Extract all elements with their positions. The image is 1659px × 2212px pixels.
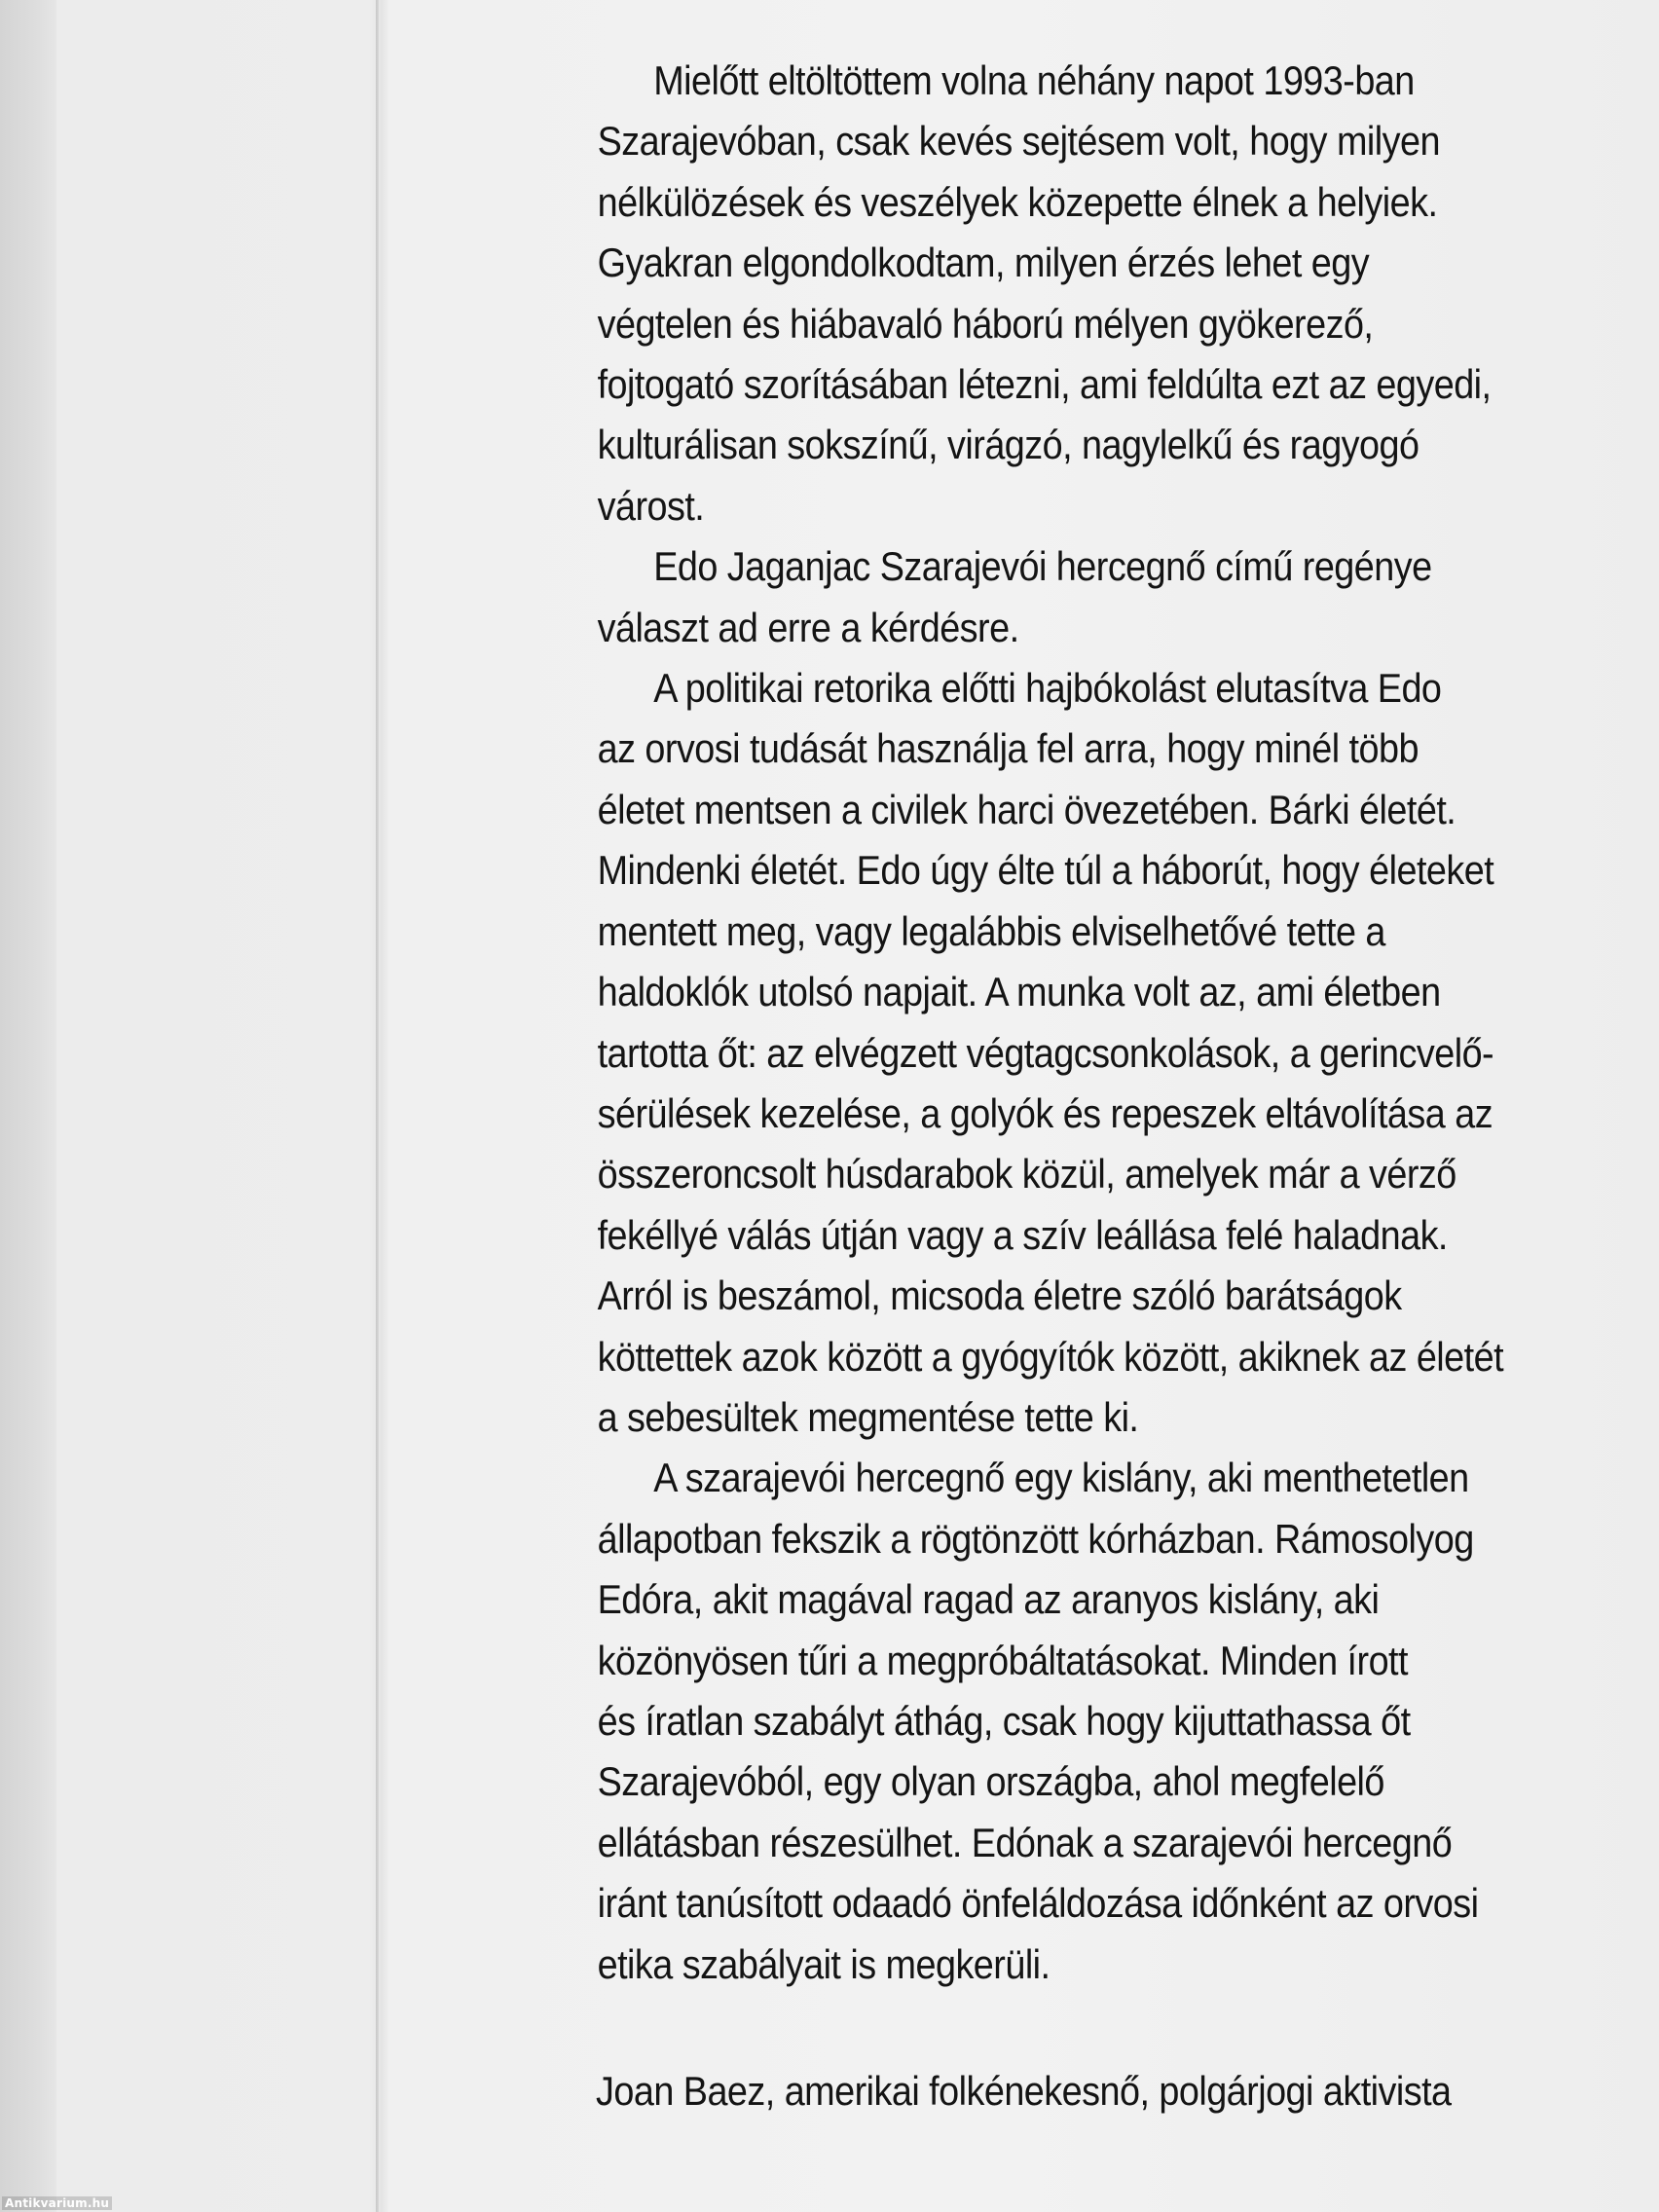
text-line: a sebesültek megmentése tette ki. [597, 1393, 1139, 1440]
text-line: ellátásban részesülhet. Edónak a szarajevói hercegnő [597, 1819, 1453, 1865]
text-line: az orvosi tudását használja fel arra, hogy minél több [597, 725, 1419, 772]
text-line: iránt tanúsított odaadó önfeláldozása időnként az orvosi [597, 1880, 1479, 1927]
text-line: haldoklók utolsó napjait. A munka volt az, ami életben [597, 969, 1441, 1015]
text-line: Gyakran elgondolkodtam, milyen érzés lehet egy [597, 240, 1370, 286]
text-line: mentett meg, vagy legalábbis elviselhetővé tette a [597, 907, 1385, 954]
text-line: Edóra, akit magával ragad az aranyos kislány, aki [597, 1576, 1380, 1623]
text-line: Mindenki életét. Edo úgy élte túl a háborút, hogy életeket [597, 847, 1494, 894]
text-line: köttettek azok között a gyógyítók között, akiknek az életét [597, 1333, 1504, 1380]
text-line: közönyösen tűri a megpróbáltatásokat. Minden írott [597, 1637, 1408, 1683]
text-line: Szarajevóból, egy olyan országba, ahol megfelelő [597, 1758, 1384, 1805]
text-line: etika szabályait is megkerüli. [597, 1940, 1051, 1987]
text-line: állapotban fekszik a rögtönzött kórházban. Rámosolyog [597, 1515, 1474, 1562]
paragraph-1 [541, 51, 1492, 536]
text-line: Mielőtt eltöltöttem volna néhány napot 1993-ban [653, 57, 1415, 103]
text-line: Szarajevóban, csak kevés sejtésem volt, hogy milyen [597, 118, 1440, 165]
quote-attribution: Joan Baez, amerikai folkénekesnő, polgárjogi aktivista [596, 2068, 1452, 2114]
text-line: A szarajevói hercegnő egy kislány, aki menthetetlen [653, 1455, 1469, 1501]
text-line: várost. [597, 482, 705, 529]
paragraph-3 [541, 658, 1504, 1448]
text-line: választ ad erre a kérdésre. [597, 604, 1019, 650]
watermark-label: Antikvarium.hu [2, 2196, 112, 2210]
blurb-text [541, 51, 1504, 1995]
text-line: Edo Jaganjac Szarajevói hercegnő című regénye [653, 543, 1432, 590]
text-line: tartotta őt: az elvégzett végtagcsonkolások, a gerincvelő- [597, 1029, 1494, 1076]
page-left-edge [0, 0, 56, 2212]
text-line: sérülések kezelése, a golyók és repeszek eltávolítása az [597, 1089, 1493, 1136]
paragraph-2 [541, 536, 1432, 658]
text-line: nélkülözések és veszélyek közepette élnek a helyiek. [597, 178, 1438, 225]
text-line: kulturálisan sokszínű, virágzó, nagylelkű és ragyogó [597, 422, 1419, 468]
text-line: Arról is beszámol, micsoda életre szóló barátságok [597, 1272, 1402, 1319]
text-line: összeroncsolt húsdarabok közül, amelyek már a vérző [597, 1151, 1456, 1198]
text-line: végtelen és hiábavaló háború mélyen gyökerező, [597, 300, 1374, 347]
text-line: és íratlan szabályt áthág, csak hogy kijuttathassa őt [597, 1697, 1411, 1744]
text-line: életet mentsen a civilek harci övezetében. Bárki életét. [597, 786, 1456, 832]
spine-fold-line [376, 0, 379, 2212]
paragraph-4 [541, 1448, 1479, 1995]
text-line: A politikai retorika előtti hajbókolást elutasítva Edo [653, 665, 1442, 712]
text-line: fojtogató szorításában létezni, ami feldúlta ezt az egyedi, [597, 361, 1492, 408]
text-line: fekéllyé válás útján vagy a szív leállása felé haladnak. [597, 1211, 1448, 1258]
